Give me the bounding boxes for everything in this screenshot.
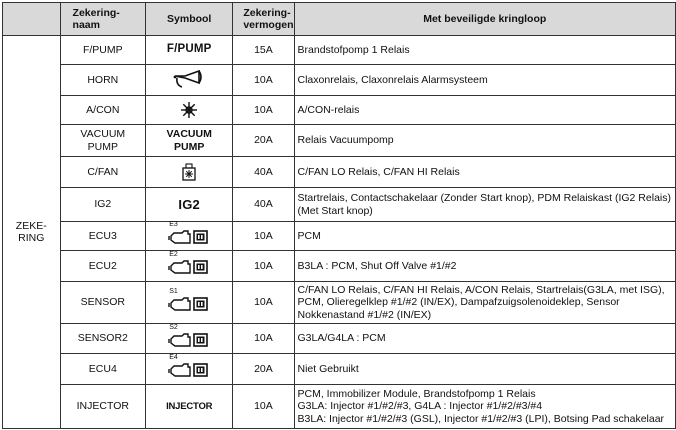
symbol-superscript: E2 <box>169 251 178 258</box>
table-row <box>3 354 676 385</box>
symbol-superscript: S2 <box>169 323 178 331</box>
text-line: Nokkenastand #1/#2 (IN/EX) <box>297 308 432 321</box>
symbol-cell <box>146 36 233 65</box>
fuse-rating: 10A <box>233 65 294 96</box>
symbol-superscript: E3 <box>169 221 178 228</box>
fuse-name: SENSOR2 <box>60 324 146 354</box>
protected-circuit: PCM <box>294 222 675 251</box>
ecu-symbol <box>167 287 211 315</box>
fuse-name: INJECTOR <box>60 385 146 429</box>
fuse-rating: 20A <box>233 354 294 385</box>
text-line: C/FAN LO Relais, C/FAN HI Relais, A/CON Relais, Startrelais(G3LA, met ISG), <box>297 283 665 296</box>
table-row <box>3 125 676 157</box>
text-line: PUMP <box>174 140 205 153</box>
horn-icon <box>172 70 206 90</box>
protected-circuit: B3LA : PCM, Shut Off Valve #1/#2 <box>294 251 675 282</box>
table-row <box>3 324 676 354</box>
header-symbol: Symbool <box>146 3 233 36</box>
symbol-text: INJECTOR <box>166 401 213 413</box>
symbol-cell <box>146 157 233 188</box>
ecu-symbol <box>167 221 211 248</box>
table-row <box>3 251 676 282</box>
protected-circuit-text <box>298 388 672 425</box>
symbol-text <box>146 128 232 152</box>
protected-circuit: G3LA/G4LA : PCM <box>294 324 675 354</box>
fuse-rating: 10A <box>233 324 294 354</box>
protected-circuit-text <box>298 284 672 321</box>
text-line: ZEKE- <box>15 219 47 232</box>
fuse-table <box>2 2 676 429</box>
text-line: PUMP <box>87 140 118 153</box>
text-line: Zekering- <box>243 6 291 19</box>
text-line: PCM, Immobilizer Module, Brandstofpomp 1 Relais <box>297 387 536 400</box>
text-line: RING <box>18 232 45 244</box>
fuse-name: ECU4 <box>60 354 146 385</box>
fuse-rating: 15A <box>233 36 294 65</box>
protected-circuit-text <box>298 192 672 217</box>
ecu-symbol <box>167 323 211 351</box>
fuse-name: A/CON <box>60 96 146 125</box>
group-label <box>3 220 60 245</box>
fuse-rating: 40A <box>233 157 294 188</box>
text-line: G3LA: Injector #1/#2/#3, G4LA : Injector #1/#2/#3/#4 <box>297 400 543 413</box>
text-line: VACUUM <box>80 128 126 141</box>
header-row <box>3 3 676 36</box>
protected-circuit <box>294 188 675 222</box>
symbol-cell <box>146 65 233 96</box>
symbol-text: IG2 <box>178 196 200 212</box>
fuse-name: C/FAN <box>60 157 146 188</box>
fuse-rating: 10A <box>233 222 294 251</box>
text-line: Zekering- <box>72 6 120 19</box>
fuse-name: SENSOR <box>60 282 146 324</box>
fuse-name <box>60 125 146 157</box>
protected-circuit: Brandstofpomp 1 Relais <box>294 36 675 65</box>
fan-icon <box>179 162 199 182</box>
header-fuse-rating-text <box>243 7 293 32</box>
table-row <box>3 385 676 429</box>
protected-circuit: A/CON-relais <box>294 96 675 125</box>
table-row <box>3 188 676 222</box>
symbol-superscript: S1 <box>169 287 178 295</box>
text-line: (Met Start knop) <box>297 204 373 217</box>
fuse-rating: 10A <box>233 96 294 125</box>
fuse-rating: 10A <box>233 385 294 429</box>
text-line: PCM, Olieregelklep #1/#2 (IN/EX), Dampafzuigsolenoideklep, Sensor <box>297 296 620 309</box>
fuse-name: IG2 <box>60 188 146 222</box>
table-row <box>3 96 676 125</box>
text-line: naam <box>72 19 100 31</box>
text-line: vermogen <box>243 19 294 31</box>
symbol-cell <box>146 125 233 157</box>
fuse-table-body <box>3 36 676 429</box>
fuse-rating: 10A <box>233 251 294 282</box>
header-fuse-rating <box>233 3 294 36</box>
symbol-cell <box>146 222 233 251</box>
symbol-cell <box>146 251 233 282</box>
symbol-cell <box>146 188 233 222</box>
protected-circuit: Relais Vacuumpomp <box>294 125 675 157</box>
table-row <box>3 36 676 65</box>
protected-circuit: Claxonrelais, Claxonrelais Alarmsysteem <box>294 65 675 96</box>
symbol-cell <box>146 96 233 125</box>
ecu-symbol <box>167 251 211 278</box>
fuse-name-text <box>61 128 146 153</box>
fuse-name: ECU2 <box>60 251 146 282</box>
table-row <box>3 282 676 324</box>
fuse-table-container <box>2 2 676 429</box>
protected-circuit <box>294 385 675 429</box>
text-line: B3LA: Injector #1/#2/#3 (GSL), Injector #1/#2/#3 (LPI), Botsing Pad schakelaar <box>297 412 665 425</box>
symbol-superscript: E4 <box>169 354 178 361</box>
ecu-symbol <box>167 354 211 381</box>
table-row <box>3 222 676 251</box>
protected-circuit <box>294 282 675 324</box>
symbol-cell <box>146 385 233 429</box>
group-label-cell <box>3 36 61 429</box>
symbol-cell <box>146 354 233 385</box>
table-row <box>3 157 676 188</box>
symbol-text: F/PUMP <box>166 43 212 56</box>
fuse-rating: 40A <box>233 188 294 222</box>
symbol-cell <box>146 324 233 354</box>
protected-circuit: Niet Gebruikt <box>294 354 675 385</box>
header-fuse-name-text <box>73 7 146 32</box>
table-row <box>3 65 676 96</box>
protected-circuit: C/FAN LO Relais, C/FAN HI Relais <box>294 157 675 188</box>
symbol-cell <box>146 282 233 324</box>
snowflake-icon <box>180 101 198 119</box>
fuse-name: HORN <box>60 65 146 96</box>
header-group-cell <box>3 3 61 36</box>
text-line: VACUUM <box>166 128 212 141</box>
fuse-name: F/PUMP <box>60 36 146 65</box>
fuse-rating: 10A <box>233 282 294 324</box>
fuse-rating: 20A <box>233 125 294 157</box>
fuse-name: ECU3 <box>60 222 146 251</box>
header-fuse-name <box>60 3 146 36</box>
header-protected-circuit: Met beveiligde kringloop <box>294 3 675 36</box>
text-line: Startrelais, Contactschakelaar (Zonder Start knop), PDM Relaiskast (IG2 Relais) <box>297 192 671 205</box>
